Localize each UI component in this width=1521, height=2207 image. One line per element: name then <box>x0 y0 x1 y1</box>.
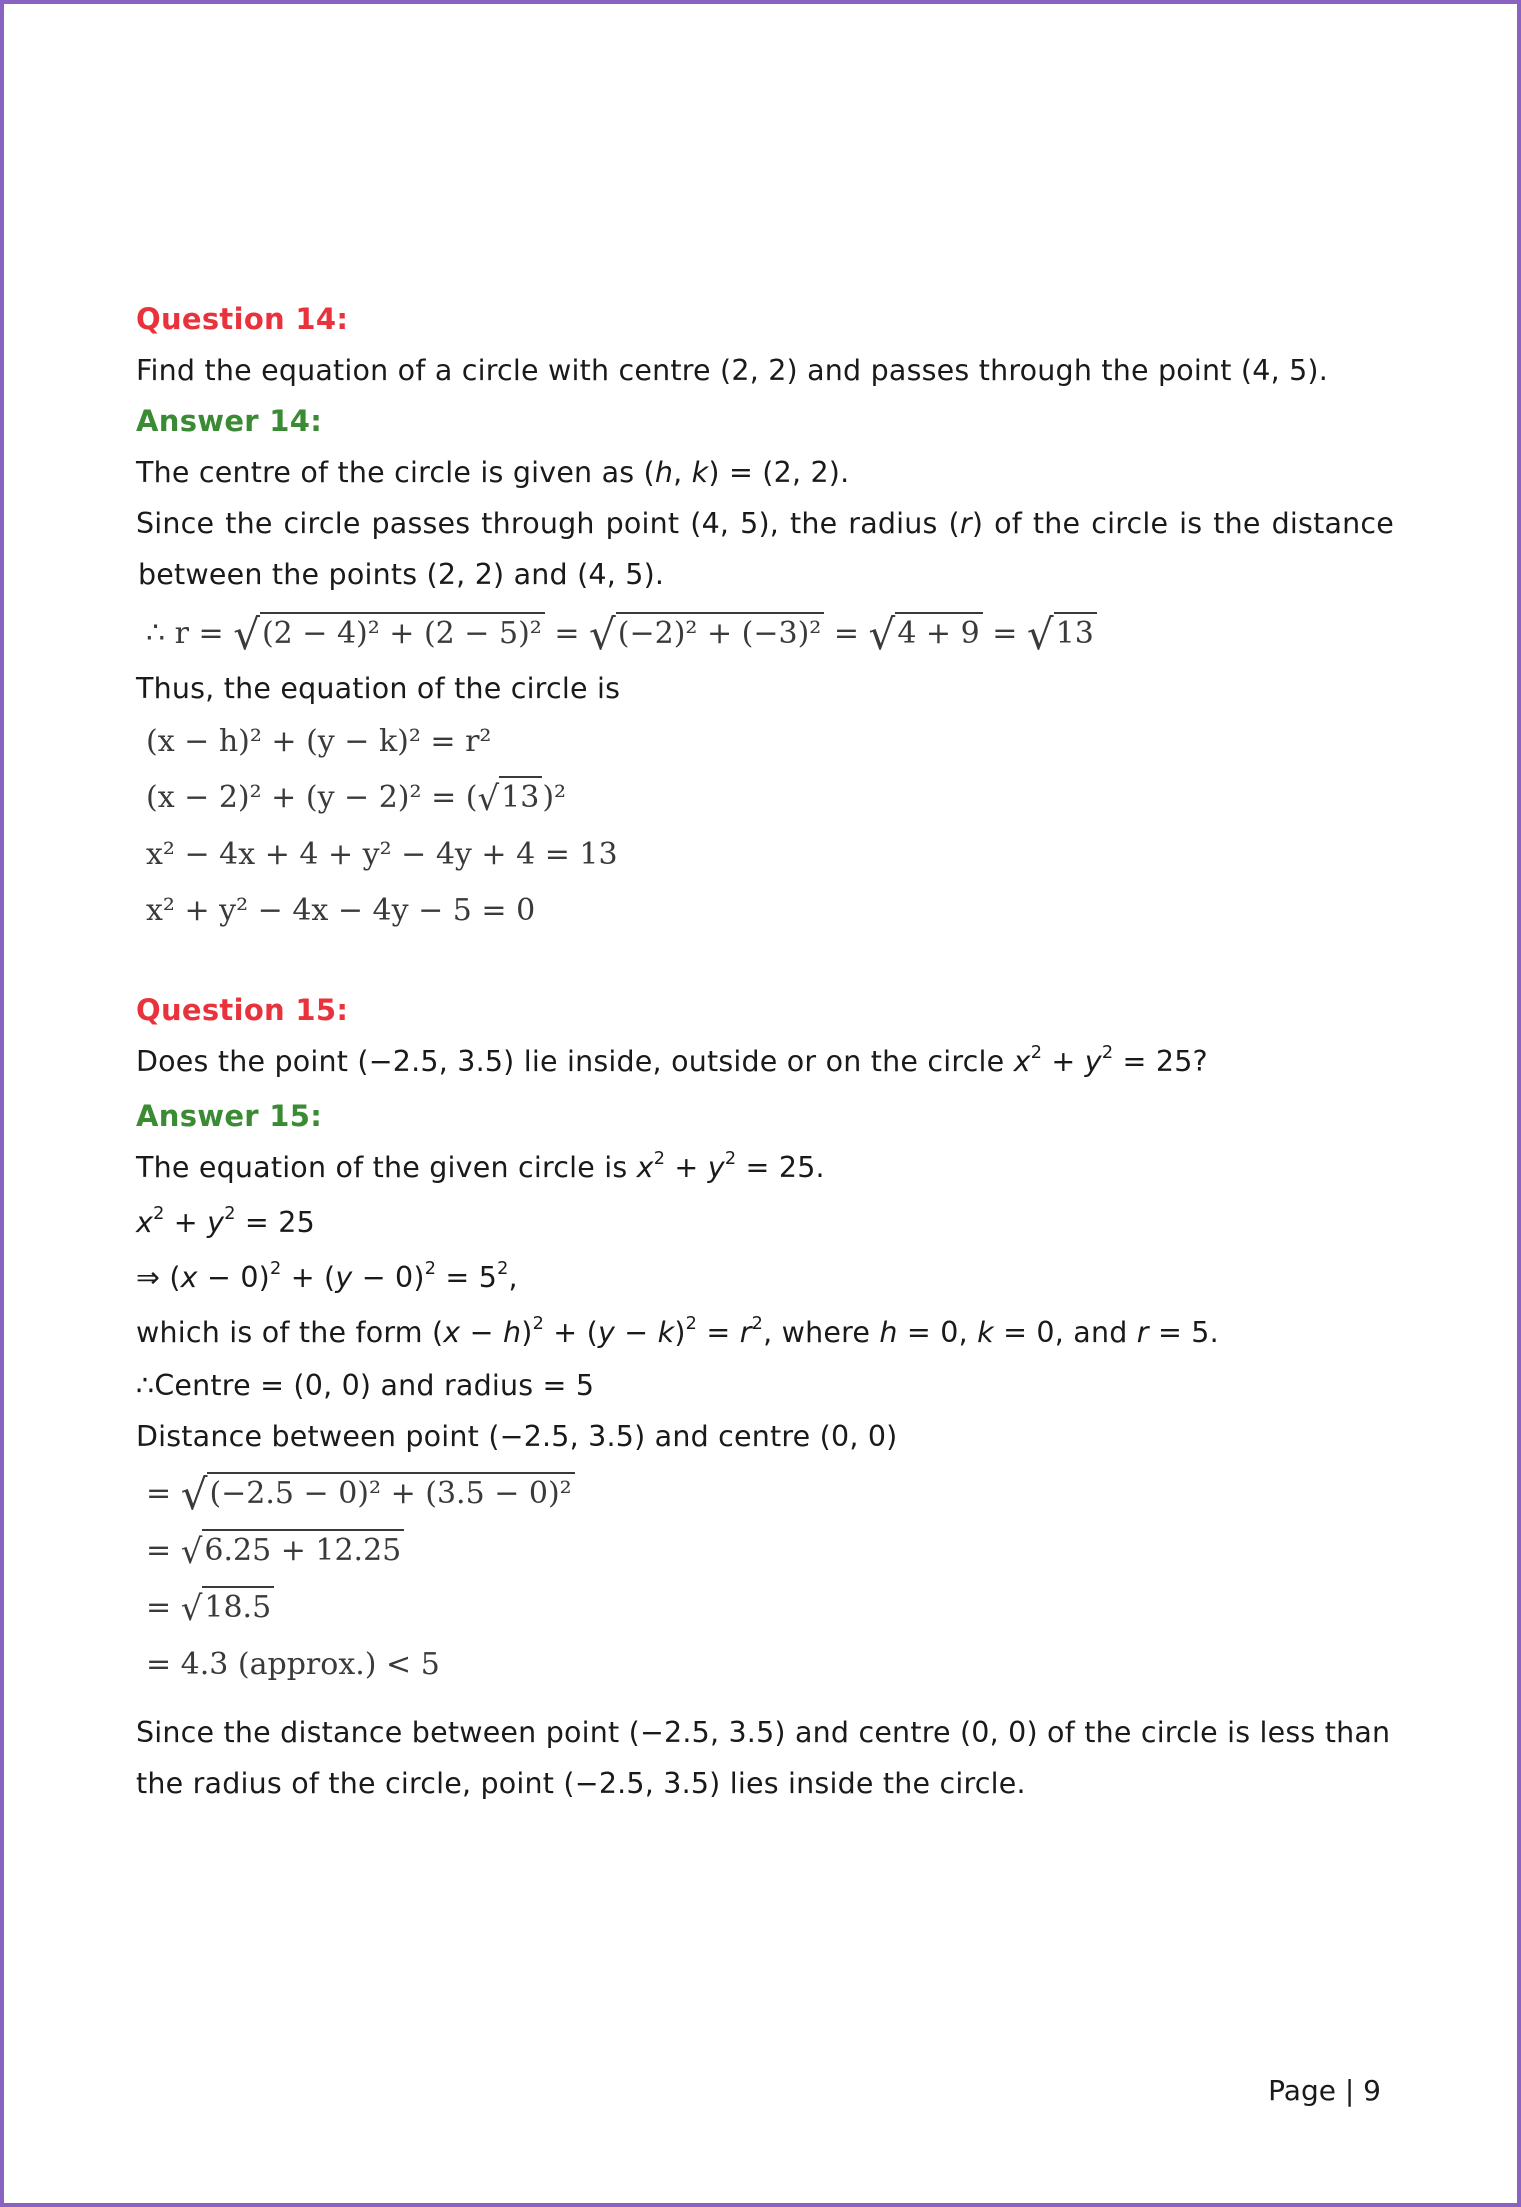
answer-14-line-1: The centre of the circle is given as (h, k) = (2, 2). <box>136 456 850 489</box>
answer-15-line-6: Distance between point (−2.5, 3.5) and centre (0, 0) <box>136 1420 898 1453</box>
page-content <box>136 294 1394 1809</box>
question-15-text: Does the point (−2.5, 3.5) lie inside, outside or on the circle $x^2 + y^2 = 25$? <box>136 1042 1208 1078</box>
answer-14-heading: Answer 14: <box>136 404 323 438</box>
question-15-heading: Question 15: <box>136 993 349 1027</box>
equation-final: x² + y² − 4x − 4y − 5 = 0 <box>146 893 536 928</box>
equation-substituted: (x − 2)² + (y − 2)² = (√13 )² <box>136 770 1394 827</box>
answer-15-line-3: ⇒ $(x - 0)^2 + (y - 0)^2 = 5^2$, <box>136 1258 518 1294</box>
conclusion-line-2: the radius of the circle, point (−2.5, 3.5) lies inside the circle. <box>136 1767 1026 1800</box>
question-14-text: Find the equation of a circle with centre (2, 2) and passes through the point (4, 5). <box>136 354 1328 387</box>
distance-step-4: = 4.3 (approx.) < 5 <box>146 1647 440 1682</box>
equation-general: (x − h)² + (y − k)² = r² <box>146 724 492 759</box>
answer-15-line-2: $x^2 + y^2 = 25$ <box>136 1203 315 1239</box>
distance-step-1: = √(−2.5 − 0)² + (3.5 − 0)² <box>136 1462 1394 1523</box>
answer-15-line-4: which is of the form $(x - h)^2 + (y - k)^2 = r^2$, where h = 0, k = 0, and r = 5. <box>136 1313 1219 1349</box>
answer-14-line-2: Since the circle passes through point (4, 5), the radius (r) of the circle is the distance <box>136 507 1394 540</box>
question-14-heading: Question 14: <box>136 302 349 336</box>
radius-calculation: ∴ r = √(2 − 4)² + (2 − 5)² = √(−2)² + (−3)² = √4 + 9 = √13 <box>136 600 1394 663</box>
answer-15-line-1: The equation of the given circle is $x^2 + y^2 = 25$. <box>136 1148 825 1184</box>
page-number: Page | 9 <box>1268 2074 1381 2107</box>
distance-step-2: = √6.25 + 12.25 <box>136 1523 1394 1580</box>
answer-15-heading: Answer 15: <box>136 1099 323 1133</box>
thus-line: Thus, the equation of the circle is <box>136 672 621 705</box>
conclusion-line-1: Since the distance between point (−2.5, 3.5) and centre (0, 0) of the circle is less than <box>136 1716 1391 1749</box>
answer-15-line-5: ∴Centre = (0, 0) and radius = 5 <box>136 1369 595 1402</box>
answer-14-line-3: between the points (2, 2) and (4, 5). <box>138 558 665 591</box>
equation-expanded: x² − 4x + 4 + y² − 4y + 4 = 13 <box>146 837 618 872</box>
distance-step-3: = √18.5 <box>136 1580 1394 1637</box>
